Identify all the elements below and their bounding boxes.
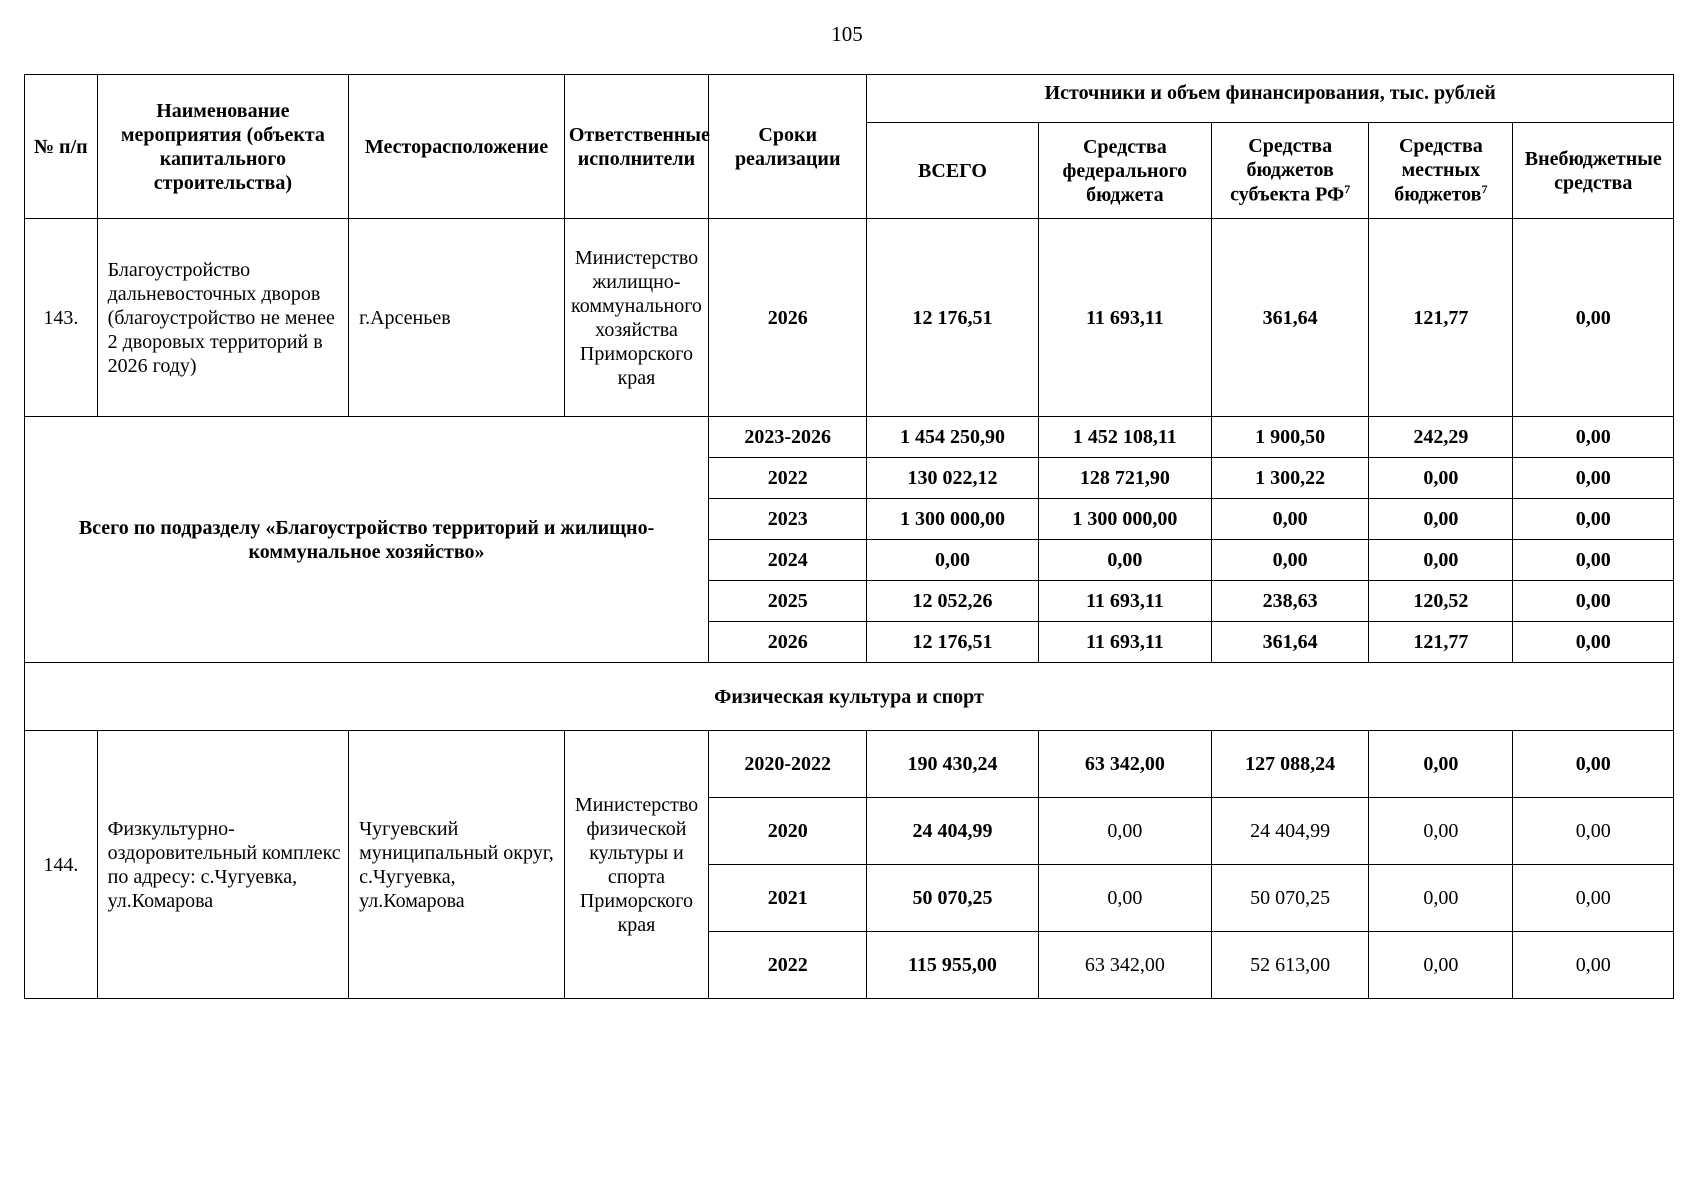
summary-period: 2025 (709, 581, 867, 622)
row144-period: 2020 (709, 798, 867, 865)
row143-subject: 361,64 (1212, 219, 1369, 417)
summary-local: 0,00 (1369, 458, 1513, 499)
summary-total: 0,00 (867, 540, 1038, 581)
row144-num: 144. (25, 731, 98, 999)
row144-subject: 24 404,99 (1212, 798, 1369, 865)
header-total: ВСЕГО (867, 123, 1038, 219)
summary-subject: 1 300,22 (1212, 458, 1369, 499)
summary-total: 12 052,26 (867, 581, 1038, 622)
row144-local: 0,00 (1369, 731, 1513, 798)
section-title: Физическая культура и спорт (25, 663, 1674, 731)
row144-federal: 63 342,00 (1038, 731, 1211, 798)
row143-federal: 11 693,11 (1038, 219, 1211, 417)
row143-location: г.Арсеньев (349, 219, 565, 417)
table-row-143 (25, 219, 1674, 417)
row144-location: Чугуевский муниципальный округ, с.Чугуевка, ул.Комарова (349, 731, 565, 999)
row144-subject: 52 613,00 (1212, 932, 1369, 999)
row143-responsible: Министерство жилищно-коммунального хозяйства Приморского края (564, 219, 708, 417)
page-number: 105 (831, 22, 863, 46)
header-responsible: Ответственные исполнители (564, 75, 708, 219)
summary-extra: 0,00 (1513, 581, 1674, 622)
summary-federal: 128 721,90 (1038, 458, 1211, 499)
row143-extra: 0,00 (1513, 219, 1674, 417)
row144-extra: 0,00 (1513, 731, 1674, 798)
table-row-144 (25, 731, 1674, 798)
header-num: № п/п (25, 75, 98, 219)
row143-period: 2026 (709, 219, 867, 417)
summary-local: 121,77 (1369, 622, 1513, 663)
row144-extra: 0,00 (1513, 798, 1674, 865)
summary-federal: 11 693,11 (1038, 622, 1211, 663)
summary-federal: 1 452 108,11 (1038, 417, 1211, 458)
summary-period: 2022 (709, 458, 867, 499)
summary-local: 242,29 (1369, 417, 1513, 458)
row144-total: 24 404,99 (867, 798, 1038, 865)
row144-local: 0,00 (1369, 798, 1513, 865)
summary-period: 2026 (709, 622, 867, 663)
summary-subject: 0,00 (1212, 540, 1369, 581)
summary-label: Всего по подразделу «Благоустройство территорий и жилищно-коммунальное хозяйство» (25, 417, 709, 663)
summary-period: 2023 (709, 499, 867, 540)
summary-total: 1 300 000,00 (867, 499, 1038, 540)
summary-federal: 1 300 000,00 (1038, 499, 1211, 540)
row144-period: 2022 (709, 932, 867, 999)
summary-extra: 0,00 (1513, 417, 1674, 458)
row144-total: 190 430,24 (867, 731, 1038, 798)
summary-subject: 238,63 (1212, 581, 1369, 622)
summary-period: 2024 (709, 540, 867, 581)
row143-num: 143. (25, 219, 98, 417)
row144-period: 2021 (709, 865, 867, 932)
summary-local: 0,00 (1369, 499, 1513, 540)
row143-total: 12 176,51 (867, 219, 1038, 417)
summary-row (25, 417, 1674, 458)
summary-total: 12 176,51 (867, 622, 1038, 663)
row144-subject: 127 088,24 (1212, 731, 1369, 798)
summary-total: 130 022,12 (867, 458, 1038, 499)
row144-local: 0,00 (1369, 865, 1513, 932)
summary-local: 120,52 (1369, 581, 1513, 622)
summary-subject: 361,64 (1212, 622, 1369, 663)
summary-federal: 11 693,11 (1038, 581, 1211, 622)
row144-total: 115 955,00 (867, 932, 1038, 999)
summary-extra: 0,00 (1513, 540, 1674, 581)
row144-name: Физкультурно-оздоровительный комплекс по адресу: с.Чугуевка, ул.Комарова (97, 731, 349, 999)
header-row-1 (25, 75, 1674, 123)
row144-subject: 50 070,25 (1212, 865, 1369, 932)
header-financing: Источники и объем финансирования, тыс. рублей (867, 75, 1674, 123)
row143-name: Благоустройство дальневосточных дворов (благоустройство не менее 2 дворовых территорий в 2026 году) (97, 219, 349, 417)
header-location: Месторасположение (349, 75, 565, 219)
header-federal: Средства федерального бюджета (1038, 123, 1211, 219)
summary-extra: 0,00 (1513, 458, 1674, 499)
header-subject: Средства бюджетов субъекта $РФ^7$ (1212, 123, 1369, 219)
row144-federal: 0,00 (1038, 865, 1211, 932)
summary-period: 2023-2026 (709, 417, 867, 458)
row144-federal: 63 342,00 (1038, 932, 1211, 999)
row144-responsible: Министерство физической культуры и спорта Приморского края (564, 731, 708, 999)
row144-local: 0,00 (1369, 932, 1513, 999)
section-row (25, 663, 1674, 731)
summary-federal: 0,00 (1038, 540, 1211, 581)
header-local: Средства местных бюджетов$^7$ (1369, 123, 1513, 219)
row143-local: 121,77 (1369, 219, 1513, 417)
header-name: Наименование мероприятия (объекта капитального строительства) (97, 75, 349, 219)
summary-extra: 0,00 (1513, 622, 1674, 663)
header-extra: Внебюджетные средства (1513, 123, 1674, 219)
summary-total: 1 454 250,90 (867, 417, 1038, 458)
header-period: Сроки реализации (709, 75, 867, 219)
summary-subject: 0,00 (1212, 499, 1369, 540)
financing-table (24, 74, 1674, 999)
summary-subject: 1 900,50 (1212, 417, 1369, 458)
row144-total: 50 070,25 (867, 865, 1038, 932)
summary-extra: 0,00 (1513, 499, 1674, 540)
row144-extra: 0,00 (1513, 865, 1674, 932)
row144-period: 2020-2022 (709, 731, 867, 798)
summary-local: 0,00 (1369, 540, 1513, 581)
row144-federal: 0,00 (1038, 798, 1211, 865)
row144-extra: 0,00 (1513, 932, 1674, 999)
